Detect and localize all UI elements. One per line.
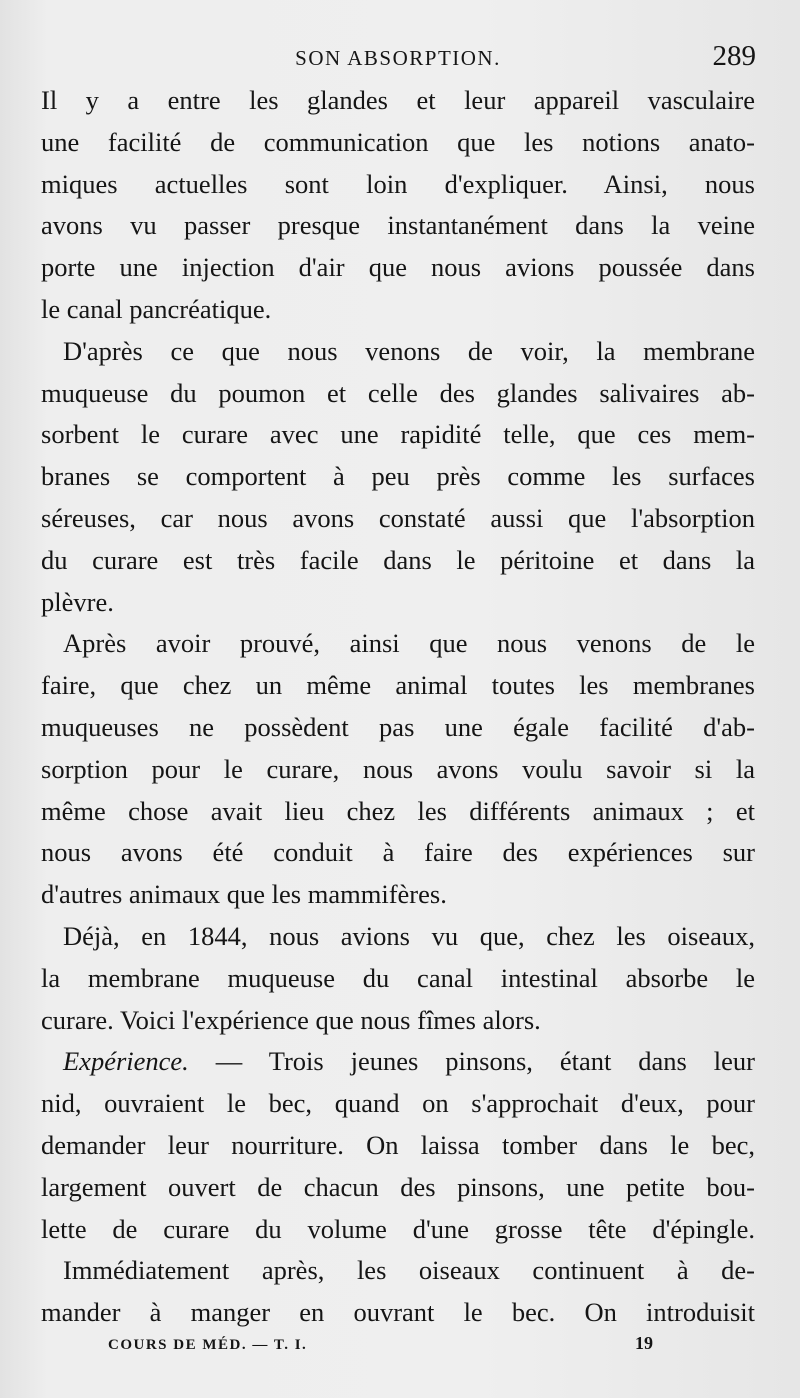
experiment-lead: Expérience. (63, 1046, 189, 1077)
text-line: du curare est très facile dans le péritoine et dans la (41, 544, 755, 575)
text-line: branes se comportent à peu près comme les surfaces (41, 461, 755, 492)
signature-number: 19 (635, 1333, 653, 1353)
page-footer (108, 1333, 653, 1361)
text-line: miques actuelles sont loin d'expliquer. Ainsi, nous (41, 168, 755, 199)
signature-mark: COURS DE MÉD. — T. I. (108, 1337, 308, 1353)
text-line: avons vu passer presque instantanément dans la veine (41, 210, 755, 241)
text-line: séreuses, car nous avons constaté aussi que l'absorption (41, 502, 755, 533)
text-line: faire, que chez un même animal toutes les membranes (41, 670, 755, 701)
paragraph (41, 623, 755, 916)
paragraph (41, 1250, 755, 1334)
body-text (41, 80, 755, 1334)
running-title: SON ABSORPTION. (295, 46, 501, 70)
page-number: 289 (712, 40, 756, 72)
text-line: nous avons été conduit à faire des expériences sur (41, 837, 755, 868)
text-line: porte une injection d'air que nous avions poussée dans (41, 252, 755, 283)
text-line: curare. Voici l'expérience que nous fîmes alors. (41, 1004, 541, 1035)
text-line: D'après ce que nous venons de voir, la membrane (63, 335, 755, 366)
text-line: sorption pour le curare, nous avons voulu savoir si la (41, 753, 755, 784)
text-line: la membrane muqueuse du canal intestinal absorbe le (41, 962, 755, 993)
paragraph (41, 331, 755, 624)
text-line: d'autres animaux que les mammifères. (41, 879, 447, 910)
text-line: nid, ouvraient le bec, quand on s'approchait d'eux, pour (41, 1088, 755, 1119)
text-line: Il y a entre les glandes et leur appareil vasculaire (41, 85, 755, 115)
text-line: une facilité de communication que les notions anato- (41, 126, 755, 157)
text-line: largement ouvert de chacun des pinsons, une petite bou- (41, 1171, 755, 1202)
text-line: Après avoir prouvé, ainsi que nous venons de le (63, 628, 755, 659)
text-line: plèvre. (41, 586, 114, 617)
text-line: demander leur nourriture. On laissa tomber dans le bec, (41, 1129, 755, 1160)
text-line: le canal pancréatique. (41, 293, 272, 324)
text-line (41, 1041, 755, 1083)
text-line: mander à manger en ouvrant le bec. On introduisit (41, 1297, 755, 1328)
text-line-rest: — Trois jeunes pinsons, étant dans leur (188, 1046, 755, 1077)
text-line: Déjà, en 1844, nous avions vu que, chez les oiseaux, (63, 920, 755, 951)
text-line: lette de curare du volume d'une grosse tête d'épingle. (41, 1213, 755, 1244)
text-line: même chose avait lieu chez les différents animaux ; et (41, 795, 755, 826)
text-line: muqueuse du poumon et celle des glandes salivaires ab- (41, 377, 755, 408)
text-line: muqueuses ne possèdent pas une égale facilité d'ab- (41, 711, 755, 742)
text-line: Immédiatement après, les oiseaux continuent à de- (63, 1255, 755, 1286)
text-line: sorbent le curare avec une rapidité telle, que ces mem- (41, 419, 755, 450)
paragraph (41, 916, 755, 1041)
page-header (40, 40, 756, 76)
paragraph (41, 1041, 755, 1250)
paragraph (41, 80, 755, 331)
